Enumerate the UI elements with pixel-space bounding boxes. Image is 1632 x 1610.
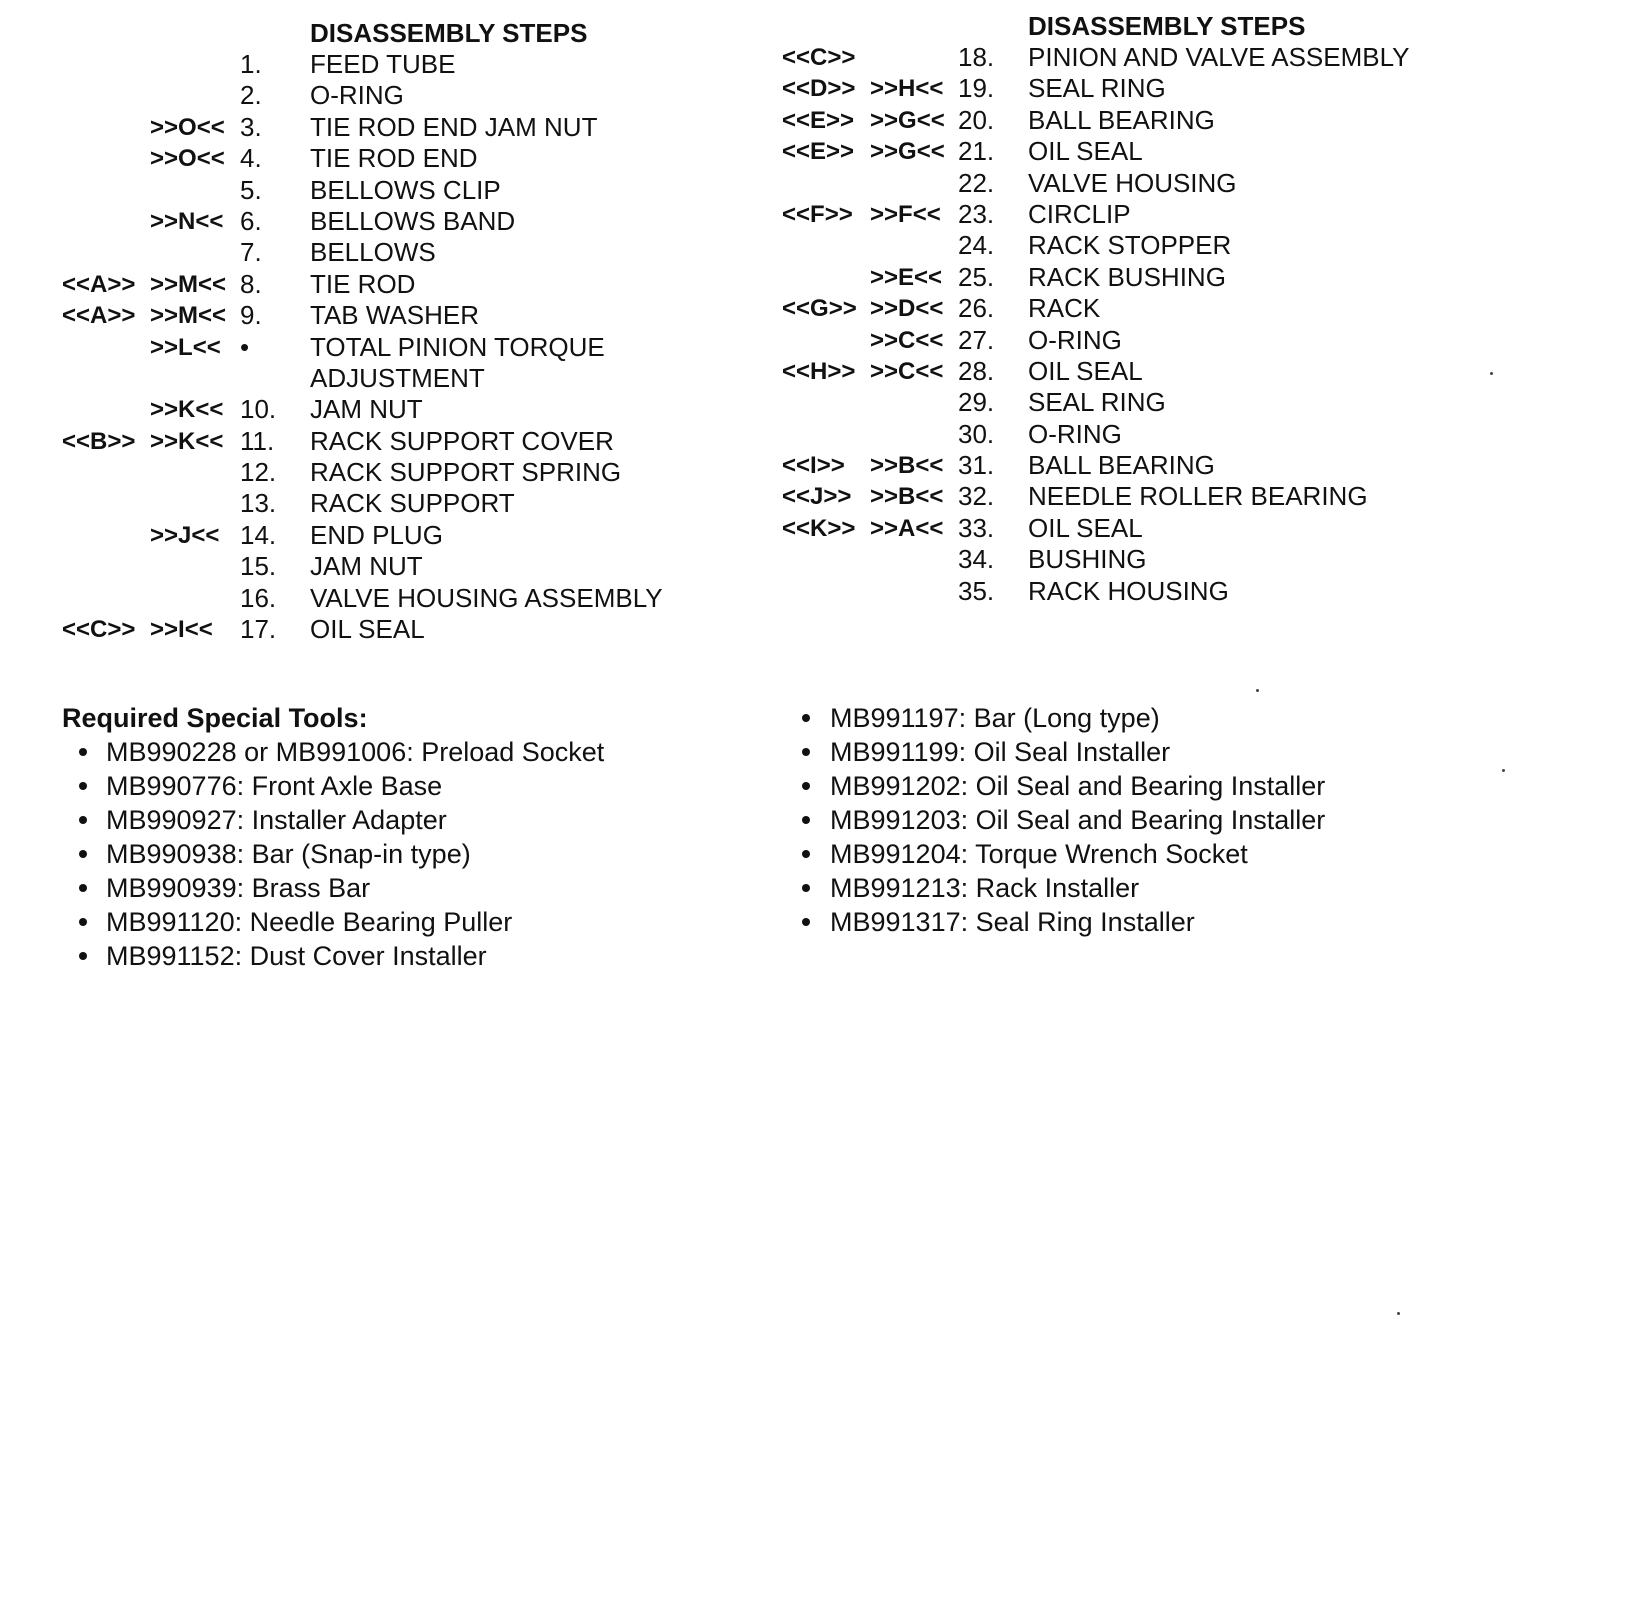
step-ref-b: >>C<< [870, 326, 944, 354]
step-row [760, 293, 1632, 324]
step-number: 30. [958, 418, 995, 449]
bullet-icon [802, 748, 810, 756]
step-label: JAM NUT [310, 394, 423, 425]
step-label: RACK SUPPORT [310, 488, 515, 519]
bullet-icon [802, 714, 810, 722]
step-ref-a: <<B>> [62, 427, 136, 455]
step-number: 18. [958, 42, 995, 72]
scan-speck [1490, 372, 1493, 375]
step-ref-a: <<C>> [782, 44, 856, 71]
step-number: 26. [958, 293, 995, 324]
tool-label: MB990938: Bar (Snap-in type) [106, 839, 471, 869]
step-ref-a: <<I>> [782, 452, 845, 480]
step-row [760, 387, 1632, 418]
step-row [0, 300, 760, 331]
tool-label: MB990776: Front Axle Base [106, 771, 443, 801]
step-label: OIL SEAL [1028, 512, 1143, 543]
tool-label: MB991199: Oil Seal Installer [830, 737, 1171, 767]
step-row [760, 105, 1632, 136]
step-number: 13. [240, 488, 277, 519]
step-ref-b: >>J<< [150, 521, 220, 549]
step-number: 1. [240, 49, 262, 79]
step-number: 33. [958, 512, 995, 543]
step-row [0, 49, 760, 80]
tool-item [62, 735, 762, 769]
step-label: RACK HOUSING [1028, 575, 1229, 606]
step-row [0, 269, 760, 300]
step-ref-b: >>A<< [870, 514, 944, 542]
disassembly-steps-right [760, 11, 1632, 607]
scan-speck [1502, 769, 1505, 772]
steps-list [760, 42, 1632, 607]
step-row [0, 551, 760, 582]
tool-label: MB991204: Torque Wrench Socket [830, 839, 1248, 869]
step-label: JAM NUT [310, 551, 423, 582]
step-ref-b: >>B<< [870, 452, 944, 480]
tool-label: MB990228 or MB991006: Preload Socket [106, 737, 605, 767]
bullet-icon [802, 884, 810, 892]
step-number: 9. [240, 300, 262, 331]
bullet-icon [79, 816, 87, 824]
step-number: 34. [958, 544, 995, 575]
step-ref-a: <<A>> [62, 270, 136, 298]
step-ref-a: <<E>> [782, 138, 855, 166]
step-number: 21. [958, 136, 995, 167]
step-number: 17. [240, 614, 277, 645]
step-label: VALVE HOUSING ASSEMBLY [310, 582, 663, 613]
steps-list [0, 49, 760, 645]
step-number: 22. [958, 167, 995, 198]
step-label: SEAL RING [1028, 387, 1166, 418]
tool-label: MB991202: Oil Seal and Bearing Installer [830, 771, 1326, 801]
step-row [760, 356, 1632, 387]
step-label: OIL SEAL [1028, 355, 1143, 386]
tool-item [800, 905, 1560, 939]
step-row [0, 488, 760, 519]
step-number: 27. [958, 324, 995, 355]
step-label: RACK SUPPORT COVER [310, 425, 614, 456]
tool-item [800, 735, 1560, 769]
step-row [0, 457, 760, 488]
scan-speck [1397, 1312, 1400, 1315]
tools-title: Required Special Tools: [62, 703, 368, 733]
tools-list [800, 701, 1560, 939]
step-row [0, 583, 760, 614]
step-ref-a: <<G>> [782, 295, 857, 323]
step-number: 8. [240, 268, 262, 299]
step-ref-b: >>G<< [870, 138, 945, 166]
step-row [0, 143, 760, 174]
step-number: 25. [958, 261, 995, 292]
step-number: 2. [240, 80, 262, 111]
step-label: BELLOWS BAND [310, 205, 516, 236]
step-label: TOTAL PINION TORQUE [310, 331, 605, 362]
step-label: RACK BUSHING [1028, 261, 1226, 292]
step-ref-b: >>L<< [150, 333, 221, 361]
step-label: OIL SEAL [310, 614, 425, 645]
step-ref-b: >>C<< [870, 357, 944, 385]
step-row [760, 230, 1632, 261]
step-label: END PLUG [310, 519, 443, 550]
tool-item [62, 769, 762, 803]
step-label: TIE ROD END [310, 143, 478, 174]
step-label: ADJUSTMENT [310, 362, 485, 393]
step-label: TIE ROD [310, 268, 416, 299]
step-ref-b: >>H<< [870, 75, 944, 103]
step-row [0, 175, 760, 206]
step-number: 20. [958, 104, 995, 135]
steps-title: DISASSEMBLY STEPS [310, 18, 588, 48]
bullet-icon [79, 952, 87, 960]
step-row [760, 199, 1632, 230]
step-label: BELLOWS CLIP [310, 174, 501, 205]
step-number: 24. [958, 230, 995, 261]
step-ref-b: >>B<< [870, 483, 944, 511]
step-label: BALL BEARING [1028, 450, 1215, 481]
special-tools-right [800, 701, 1560, 939]
step-ref-b: >>O<< [150, 113, 225, 141]
bullet-icon [79, 850, 87, 858]
step-label: PINION AND VALVE ASSEMBLY [1028, 42, 1410, 72]
step-ref-a: <<A>> [62, 302, 136, 330]
step-row [0, 332, 760, 363]
step-label: TIE ROD END JAM NUT [310, 111, 598, 142]
step-row [760, 576, 1632, 607]
step-ref-a: <<E>> [782, 106, 855, 134]
tool-item [62, 905, 762, 939]
tool-item [800, 871, 1560, 905]
bullet-icon [79, 884, 87, 892]
step-number: 12. [240, 457, 277, 488]
step-number: 3. [240, 111, 262, 142]
step-row [0, 614, 760, 645]
tool-label: MB990939: Brass Bar [106, 873, 371, 903]
step-ref-b: >>M<< [150, 270, 227, 298]
tool-item [800, 701, 1560, 735]
step-ref-b: >>I<< [150, 616, 213, 644]
tool-item [62, 939, 762, 973]
step-label: O-RING [1028, 418, 1122, 449]
step-row [0, 206, 760, 237]
step-row [760, 42, 1632, 73]
step-row [0, 237, 760, 268]
bullet-icon [79, 782, 87, 790]
step-row [0, 363, 760, 394]
step-label: BELLOWS [310, 237, 436, 268]
steps-title: DISASSEMBLY STEPS [1028, 11, 1306, 41]
bullet-icon [79, 918, 87, 926]
step-number: 16. [240, 582, 277, 613]
step-label: FEED TUBE [310, 49, 456, 79]
step-ref-b: >>G<< [870, 106, 945, 134]
step-number: • [240, 331, 250, 362]
step-label: BALL BEARING [1028, 104, 1215, 135]
tool-label: MB991197: Bar (Long type) [830, 703, 1160, 733]
tool-item [62, 871, 762, 905]
tools-list [62, 735, 762, 973]
step-number: 31. [958, 450, 995, 481]
step-row [0, 80, 760, 111]
step-label: TAB WASHER [310, 300, 480, 331]
step-row [760, 481, 1632, 512]
step-label: O-RING [1028, 324, 1122, 355]
step-number: 6. [240, 205, 262, 236]
step-number: 4. [240, 143, 262, 174]
step-ref-b: >>D<< [870, 295, 944, 323]
step-row [760, 513, 1632, 544]
tool-item [62, 803, 762, 837]
step-label: BUSHING [1028, 544, 1147, 575]
scan-speck [1256, 689, 1259, 692]
step-label: RACK [1028, 293, 1101, 324]
tool-label: MB991213: Rack Installer [830, 873, 1140, 903]
step-row [760, 73, 1632, 104]
step-row [760, 419, 1632, 450]
step-ref-b: >>E<< [870, 263, 943, 291]
step-number: 29. [958, 387, 995, 418]
step-row [0, 520, 760, 551]
tool-item [62, 837, 762, 871]
step-number: 35. [958, 575, 995, 606]
step-row [760, 544, 1632, 575]
step-row [760, 262, 1632, 293]
step-label: RACK SUPPORT SPRING [310, 457, 622, 488]
tool-item [800, 803, 1560, 837]
special-tools-left [62, 701, 762, 973]
step-number: 19. [958, 73, 995, 104]
step-number: 11. [240, 425, 275, 456]
tool-label: MB991203: Oil Seal and Bearing Installer [830, 805, 1326, 835]
step-label: VALVE HOUSING [1028, 167, 1237, 198]
step-label: OIL SEAL [1028, 136, 1143, 167]
bullet-icon [802, 816, 810, 824]
step-ref-a: <<K>> [782, 514, 856, 542]
step-label: O-RING [310, 80, 404, 111]
step-row [0, 112, 760, 143]
step-ref-b: >>K<< [150, 396, 224, 424]
step-label: CIRCLIP [1028, 198, 1131, 229]
bullet-icon [802, 850, 810, 858]
step-ref-a: <<D>> [782, 75, 856, 103]
tool-label: MB990927: Installer Adapter [106, 805, 447, 835]
step-ref-a: <<H>> [782, 357, 856, 385]
step-number: 14. [240, 519, 277, 550]
tool-item [800, 837, 1560, 871]
disassembly-steps-left [0, 18, 760, 645]
step-ref-b: >>K<< [150, 427, 224, 455]
step-row [760, 325, 1632, 356]
tool-label: MB991120: Needle Bearing Puller [106, 907, 513, 937]
tool-label: MB991152: Dust Cover Installer [106, 941, 487, 971]
bullet-icon [802, 782, 810, 790]
step-label: SEAL RING [1028, 73, 1166, 104]
step-row [760, 168, 1632, 199]
step-row [0, 426, 760, 457]
step-number: 5. [240, 174, 262, 205]
step-ref-b: >>M<< [150, 302, 227, 330]
step-ref-a: <<C>> [62, 616, 136, 644]
tool-label: MB991317: Seal Ring Installer [830, 907, 1195, 937]
step-row [760, 450, 1632, 481]
step-ref-b: >>F<< [870, 200, 941, 228]
step-number: 15. [240, 551, 277, 582]
step-number: 32. [958, 481, 995, 512]
step-number: 7. [240, 237, 262, 268]
step-ref-a: <<F>> [782, 200, 853, 228]
step-row [0, 394, 760, 425]
step-label: RACK STOPPER [1028, 230, 1232, 261]
step-number: 23. [958, 198, 995, 229]
tool-item [800, 769, 1560, 803]
step-label: NEEDLE ROLLER BEARING [1028, 481, 1368, 512]
step-ref-b: >>N<< [150, 207, 224, 235]
step-ref-b: >>O<< [150, 145, 225, 173]
step-ref-a: <<J>> [782, 483, 852, 511]
step-number: 28. [958, 355, 995, 386]
bullet-icon [802, 918, 810, 926]
bullet-icon [79, 748, 87, 756]
step-number: 10. [240, 394, 277, 425]
step-row [760, 136, 1632, 167]
